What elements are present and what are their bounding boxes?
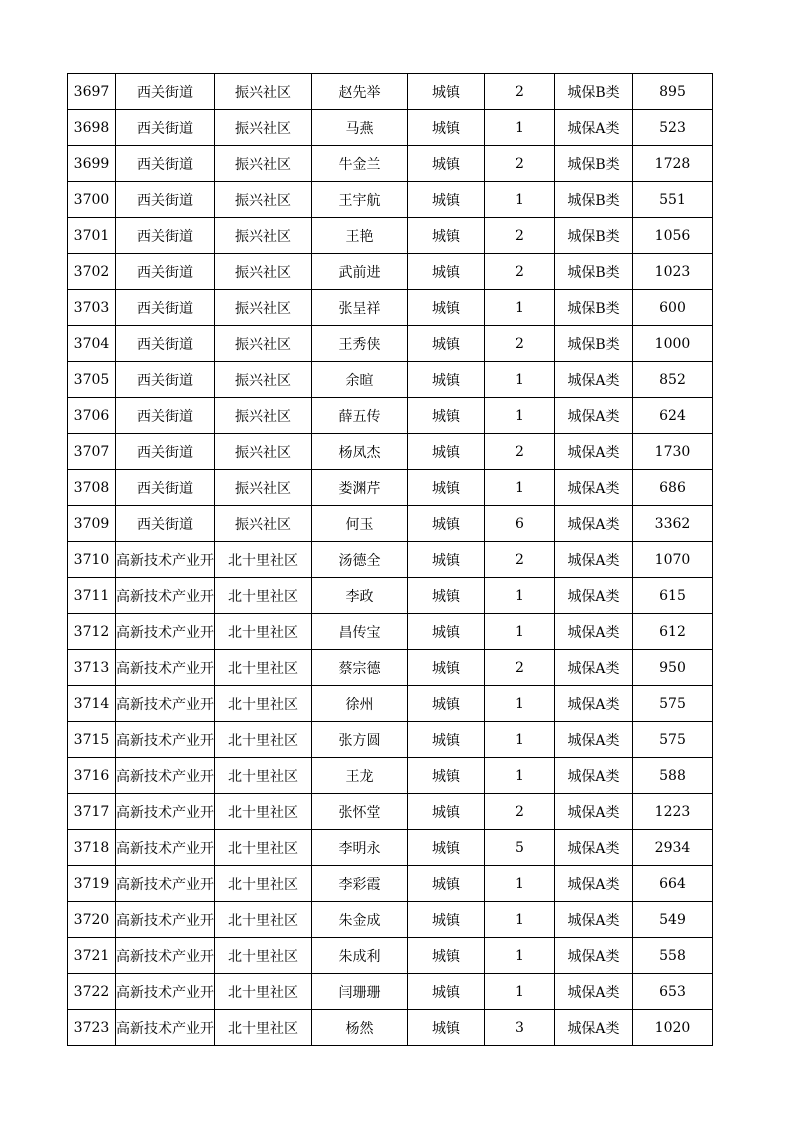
name-cell: 徐州 [312, 686, 408, 722]
community-cell: 振兴社区 [215, 434, 312, 470]
category-cell: 城保A类 [555, 1010, 633, 1046]
amount-cell: 852 [633, 362, 713, 398]
name-cell: 朱金成 [312, 902, 408, 938]
row-number-cell: 3710 [68, 542, 116, 578]
community-cell: 北十里社区 [215, 758, 312, 794]
amount-cell: 551 [633, 182, 713, 218]
street-cell [116, 578, 215, 614]
community-cell: 振兴社区 [215, 326, 312, 362]
name-cell: 王龙 [312, 758, 408, 794]
street-cell [116, 326, 215, 362]
table-row [68, 290, 713, 326]
category-cell: 城保A类 [555, 830, 633, 866]
street-cell [116, 866, 215, 902]
category-cell: 城保A类 [555, 506, 633, 542]
community-cell: 北十里社区 [215, 578, 312, 614]
street-text: 西关街道 [137, 336, 193, 353]
row-number-cell: 3721 [68, 938, 116, 974]
name-cell: 昌传宝 [312, 614, 408, 650]
household-count-cell: 1 [485, 722, 555, 758]
household-count-cell: 2 [485, 218, 555, 254]
street-text: 高新技术产业开 [116, 804, 214, 821]
name-cell: 杨然 [312, 1010, 408, 1046]
table-row [68, 146, 713, 182]
category-cell: 城保A类 [555, 434, 633, 470]
street-cell [116, 686, 215, 722]
amount-cell: 664 [633, 866, 713, 902]
street-cell [116, 74, 215, 110]
street-text: 西关街道 [137, 372, 193, 389]
street-cell [116, 470, 215, 506]
table-row [68, 974, 713, 1010]
row-number-cell: 3706 [68, 398, 116, 434]
household-count-cell: 1 [485, 758, 555, 794]
row-number-cell: 3719 [68, 866, 116, 902]
amount-cell: 624 [633, 398, 713, 434]
category-cell: 城保A类 [555, 542, 633, 578]
category-cell: 城保A类 [555, 614, 633, 650]
row-number-cell: 3700 [68, 182, 116, 218]
street-cell [116, 974, 215, 1010]
area-type-cell: 城镇 [408, 686, 485, 722]
table-row [68, 218, 713, 254]
community-cell: 北十里社区 [215, 830, 312, 866]
name-cell: 娄渊芹 [312, 470, 408, 506]
area-type-cell: 城镇 [408, 218, 485, 254]
household-count-cell: 1 [485, 470, 555, 506]
table-row [68, 470, 713, 506]
area-type-cell: 城镇 [408, 542, 485, 578]
amount-cell: 600 [633, 290, 713, 326]
row-number-cell: 3720 [68, 902, 116, 938]
name-cell: 张方圆 [312, 722, 408, 758]
category-cell: 城保A类 [555, 974, 633, 1010]
category-cell: 城保A类 [555, 758, 633, 794]
row-number-cell: 3709 [68, 506, 116, 542]
amount-cell: 588 [633, 758, 713, 794]
name-cell: 李政 [312, 578, 408, 614]
community-cell: 北十里社区 [215, 866, 312, 902]
street-cell [116, 758, 215, 794]
street-text: 西关街道 [137, 408, 193, 425]
street-text: 西关街道 [137, 84, 193, 101]
street-text: 西关街道 [137, 480, 193, 497]
table-body [68, 74, 713, 1046]
table-row [68, 794, 713, 830]
category-cell: 城保A类 [555, 362, 633, 398]
row-number-cell: 3701 [68, 218, 116, 254]
household-count-cell: 3 [485, 1010, 555, 1046]
household-count-cell: 1 [485, 866, 555, 902]
category-cell: 城保B类 [555, 218, 633, 254]
amount-cell: 615 [633, 578, 713, 614]
amount-cell: 1020 [633, 1010, 713, 1046]
table-row [68, 650, 713, 686]
area-type-cell: 城镇 [408, 974, 485, 1010]
table-row [68, 722, 713, 758]
row-number-cell: 3702 [68, 254, 116, 290]
household-count-cell: 2 [485, 794, 555, 830]
area-type-cell: 城镇 [408, 794, 485, 830]
category-cell: 城保B类 [555, 254, 633, 290]
household-count-cell: 2 [485, 326, 555, 362]
area-type-cell: 城镇 [408, 326, 485, 362]
street-text: 西关街道 [137, 516, 193, 533]
household-count-cell: 1 [485, 182, 555, 218]
amount-cell: 1730 [633, 434, 713, 470]
category-cell: 城保B类 [555, 326, 633, 362]
community-cell: 振兴社区 [215, 74, 312, 110]
row-number-cell: 3716 [68, 758, 116, 794]
category-cell: 城保A类 [555, 938, 633, 974]
area-type-cell: 城镇 [408, 866, 485, 902]
street-text: 高新技术产业开 [116, 840, 214, 857]
community-cell: 振兴社区 [215, 470, 312, 506]
name-cell: 余暄 [312, 362, 408, 398]
community-cell: 北十里社区 [215, 902, 312, 938]
street-text: 高新技术产业开 [116, 768, 214, 785]
table-row [68, 686, 713, 722]
household-count-cell: 2 [485, 434, 555, 470]
street-text: 高新技术产业开 [116, 696, 214, 713]
category-cell: 城保A类 [555, 110, 633, 146]
area-type-cell: 城镇 [408, 110, 485, 146]
row-number-cell: 3712 [68, 614, 116, 650]
area-type-cell: 城镇 [408, 254, 485, 290]
household-count-cell: 1 [485, 686, 555, 722]
street-text: 高新技术产业开 [116, 984, 214, 1001]
row-number-cell: 3714 [68, 686, 116, 722]
street-text: 西关街道 [137, 264, 193, 281]
area-type-cell: 城镇 [408, 362, 485, 398]
amount-cell: 3362 [633, 506, 713, 542]
name-cell: 朱成利 [312, 938, 408, 974]
street-text: 西关街道 [137, 120, 193, 137]
amount-cell: 1728 [633, 146, 713, 182]
category-cell: 城保B类 [555, 290, 633, 326]
amount-cell: 558 [633, 938, 713, 974]
area-type-cell: 城镇 [408, 902, 485, 938]
community-cell: 振兴社区 [215, 218, 312, 254]
street-text: 西关街道 [137, 192, 193, 209]
category-cell: 城保A类 [555, 686, 633, 722]
area-type-cell: 城镇 [408, 74, 485, 110]
community-cell: 北十里社区 [215, 722, 312, 758]
name-cell: 汤德全 [312, 542, 408, 578]
category-cell: 城保A类 [555, 722, 633, 758]
household-count-cell: 2 [485, 650, 555, 686]
row-number-cell: 3718 [68, 830, 116, 866]
category-cell: 城保A类 [555, 650, 633, 686]
community-cell: 北十里社区 [215, 686, 312, 722]
table-row [68, 830, 713, 866]
area-type-cell: 城镇 [408, 758, 485, 794]
row-number-cell: 3707 [68, 434, 116, 470]
area-type-cell: 城镇 [408, 830, 485, 866]
amount-cell: 1223 [633, 794, 713, 830]
street-text: 高新技术产业开 [116, 732, 214, 749]
street-cell [116, 254, 215, 290]
name-cell: 张怀堂 [312, 794, 408, 830]
row-number-cell: 3704 [68, 326, 116, 362]
area-type-cell: 城镇 [408, 398, 485, 434]
street-cell [116, 650, 215, 686]
community-cell: 振兴社区 [215, 398, 312, 434]
street-text: 高新技术产业开 [116, 660, 214, 677]
amount-cell: 1000 [633, 326, 713, 362]
table-row [68, 74, 713, 110]
category-cell: 城保A类 [555, 578, 633, 614]
street-cell [116, 1010, 215, 1046]
street-cell [116, 146, 215, 182]
community-cell: 北十里社区 [215, 1010, 312, 1046]
table-row [68, 902, 713, 938]
category-cell: 城保A类 [555, 866, 633, 902]
street-text: 西关街道 [137, 228, 193, 245]
area-type-cell: 城镇 [408, 434, 485, 470]
row-number-cell: 3703 [68, 290, 116, 326]
table-row [68, 398, 713, 434]
area-type-cell: 城镇 [408, 578, 485, 614]
household-count-cell: 1 [485, 578, 555, 614]
household-count-cell: 1 [485, 974, 555, 1010]
records-table [67, 73, 713, 1046]
household-count-cell: 2 [485, 74, 555, 110]
household-count-cell: 1 [485, 902, 555, 938]
name-cell: 蔡宗德 [312, 650, 408, 686]
table-row [68, 182, 713, 218]
table-row [68, 1010, 713, 1046]
name-cell: 李彩霞 [312, 866, 408, 902]
category-cell: 城保A类 [555, 470, 633, 506]
name-cell: 王秀侠 [312, 326, 408, 362]
row-number-cell: 3711 [68, 578, 116, 614]
row-number-cell: 3699 [68, 146, 116, 182]
table-row [68, 866, 713, 902]
household-count-cell: 1 [485, 398, 555, 434]
row-number-cell: 3715 [68, 722, 116, 758]
amount-cell: 1056 [633, 218, 713, 254]
area-type-cell: 城镇 [408, 506, 485, 542]
row-number-cell: 3698 [68, 110, 116, 146]
area-type-cell: 城镇 [408, 1010, 485, 1046]
street-text: 高新技术产业开 [116, 876, 214, 893]
row-number-cell: 3708 [68, 470, 116, 506]
area-type-cell: 城镇 [408, 146, 485, 182]
name-cell: 马燕 [312, 110, 408, 146]
community-cell: 振兴社区 [215, 254, 312, 290]
street-text: 高新技术产业开 [116, 1020, 214, 1037]
street-cell [116, 290, 215, 326]
amount-cell: 653 [633, 974, 713, 1010]
community-cell: 振兴社区 [215, 506, 312, 542]
amount-cell: 950 [633, 650, 713, 686]
row-number-cell: 3705 [68, 362, 116, 398]
category-cell: 城保A类 [555, 794, 633, 830]
table-row [68, 578, 713, 614]
amount-cell: 1023 [633, 254, 713, 290]
amount-cell: 612 [633, 614, 713, 650]
category-cell: 城保A类 [555, 902, 633, 938]
amount-cell: 523 [633, 110, 713, 146]
street-text: 高新技术产业开 [116, 624, 214, 641]
household-count-cell: 1 [485, 290, 555, 326]
household-count-cell: 6 [485, 506, 555, 542]
table-row [68, 254, 713, 290]
street-cell [116, 614, 215, 650]
household-count-cell: 2 [485, 254, 555, 290]
street-cell [116, 902, 215, 938]
table-row [68, 938, 713, 974]
name-cell: 王宇航 [312, 182, 408, 218]
table-row [68, 758, 713, 794]
street-cell [116, 794, 215, 830]
amount-cell: 2934 [633, 830, 713, 866]
household-count-cell: 2 [485, 146, 555, 182]
household-count-cell: 2 [485, 542, 555, 578]
household-count-cell: 1 [485, 110, 555, 146]
name-cell: 王艳 [312, 218, 408, 254]
area-type-cell: 城镇 [408, 290, 485, 326]
table-row [68, 110, 713, 146]
table-row [68, 542, 713, 578]
street-text: 西关街道 [137, 156, 193, 173]
name-cell: 何玉 [312, 506, 408, 542]
community-cell: 振兴社区 [215, 182, 312, 218]
household-count-cell: 1 [485, 938, 555, 974]
name-cell: 闫珊珊 [312, 974, 408, 1010]
community-cell: 北十里社区 [215, 974, 312, 1010]
row-number-cell: 3713 [68, 650, 116, 686]
name-cell: 薛五传 [312, 398, 408, 434]
name-cell: 杨凤杰 [312, 434, 408, 470]
street-cell [116, 182, 215, 218]
table-row [68, 326, 713, 362]
area-type-cell: 城镇 [408, 182, 485, 218]
street-cell [116, 218, 215, 254]
name-cell: 赵先举 [312, 74, 408, 110]
category-cell: 城保B类 [555, 74, 633, 110]
name-cell: 牛金兰 [312, 146, 408, 182]
street-text: 高新技术产业开 [116, 588, 214, 605]
row-number-cell: 3697 [68, 74, 116, 110]
community-cell: 北十里社区 [215, 614, 312, 650]
household-count-cell: 1 [485, 362, 555, 398]
area-type-cell: 城镇 [408, 722, 485, 758]
community-cell: 振兴社区 [215, 146, 312, 182]
amount-cell: 1070 [633, 542, 713, 578]
amount-cell: 686 [633, 470, 713, 506]
street-cell [116, 110, 215, 146]
street-cell [116, 722, 215, 758]
street-text: 西关街道 [137, 444, 193, 461]
street-cell [116, 506, 215, 542]
street-cell [116, 542, 215, 578]
table-row [68, 434, 713, 470]
community-cell: 北十里社区 [215, 794, 312, 830]
category-cell: 城保B类 [555, 182, 633, 218]
household-count-cell: 1 [485, 614, 555, 650]
community-cell: 振兴社区 [215, 290, 312, 326]
table-row [68, 506, 713, 542]
row-number-cell: 3722 [68, 974, 116, 1010]
street-text: 高新技术产业开 [116, 912, 214, 929]
area-type-cell: 城镇 [408, 938, 485, 974]
amount-cell: 575 [633, 686, 713, 722]
street-cell [116, 830, 215, 866]
name-cell: 武前进 [312, 254, 408, 290]
household-count-cell: 5 [485, 830, 555, 866]
amount-cell: 895 [633, 74, 713, 110]
community-cell: 振兴社区 [215, 362, 312, 398]
area-type-cell: 城镇 [408, 650, 485, 686]
community-cell: 振兴社区 [215, 110, 312, 146]
street-cell [116, 362, 215, 398]
table-row [68, 614, 713, 650]
community-cell: 北十里社区 [215, 542, 312, 578]
street-cell [116, 398, 215, 434]
amount-cell: 549 [633, 902, 713, 938]
area-type-cell: 城镇 [408, 614, 485, 650]
community-cell: 北十里社区 [215, 938, 312, 974]
street-cell [116, 938, 215, 974]
street-text: 高新技术产业开 [116, 948, 214, 965]
table-row [68, 362, 713, 398]
amount-cell: 575 [633, 722, 713, 758]
street-text: 高新技术产业开 [116, 552, 214, 569]
row-number-cell: 3717 [68, 794, 116, 830]
row-number-cell: 3723 [68, 1010, 116, 1046]
category-cell: 城保A类 [555, 398, 633, 434]
street-cell [116, 434, 215, 470]
street-text: 西关街道 [137, 300, 193, 317]
name-cell: 张呈祥 [312, 290, 408, 326]
category-cell: 城保B类 [555, 146, 633, 182]
name-cell: 李明永 [312, 830, 408, 866]
area-type-cell: 城镇 [408, 470, 485, 506]
community-cell: 北十里社区 [215, 650, 312, 686]
